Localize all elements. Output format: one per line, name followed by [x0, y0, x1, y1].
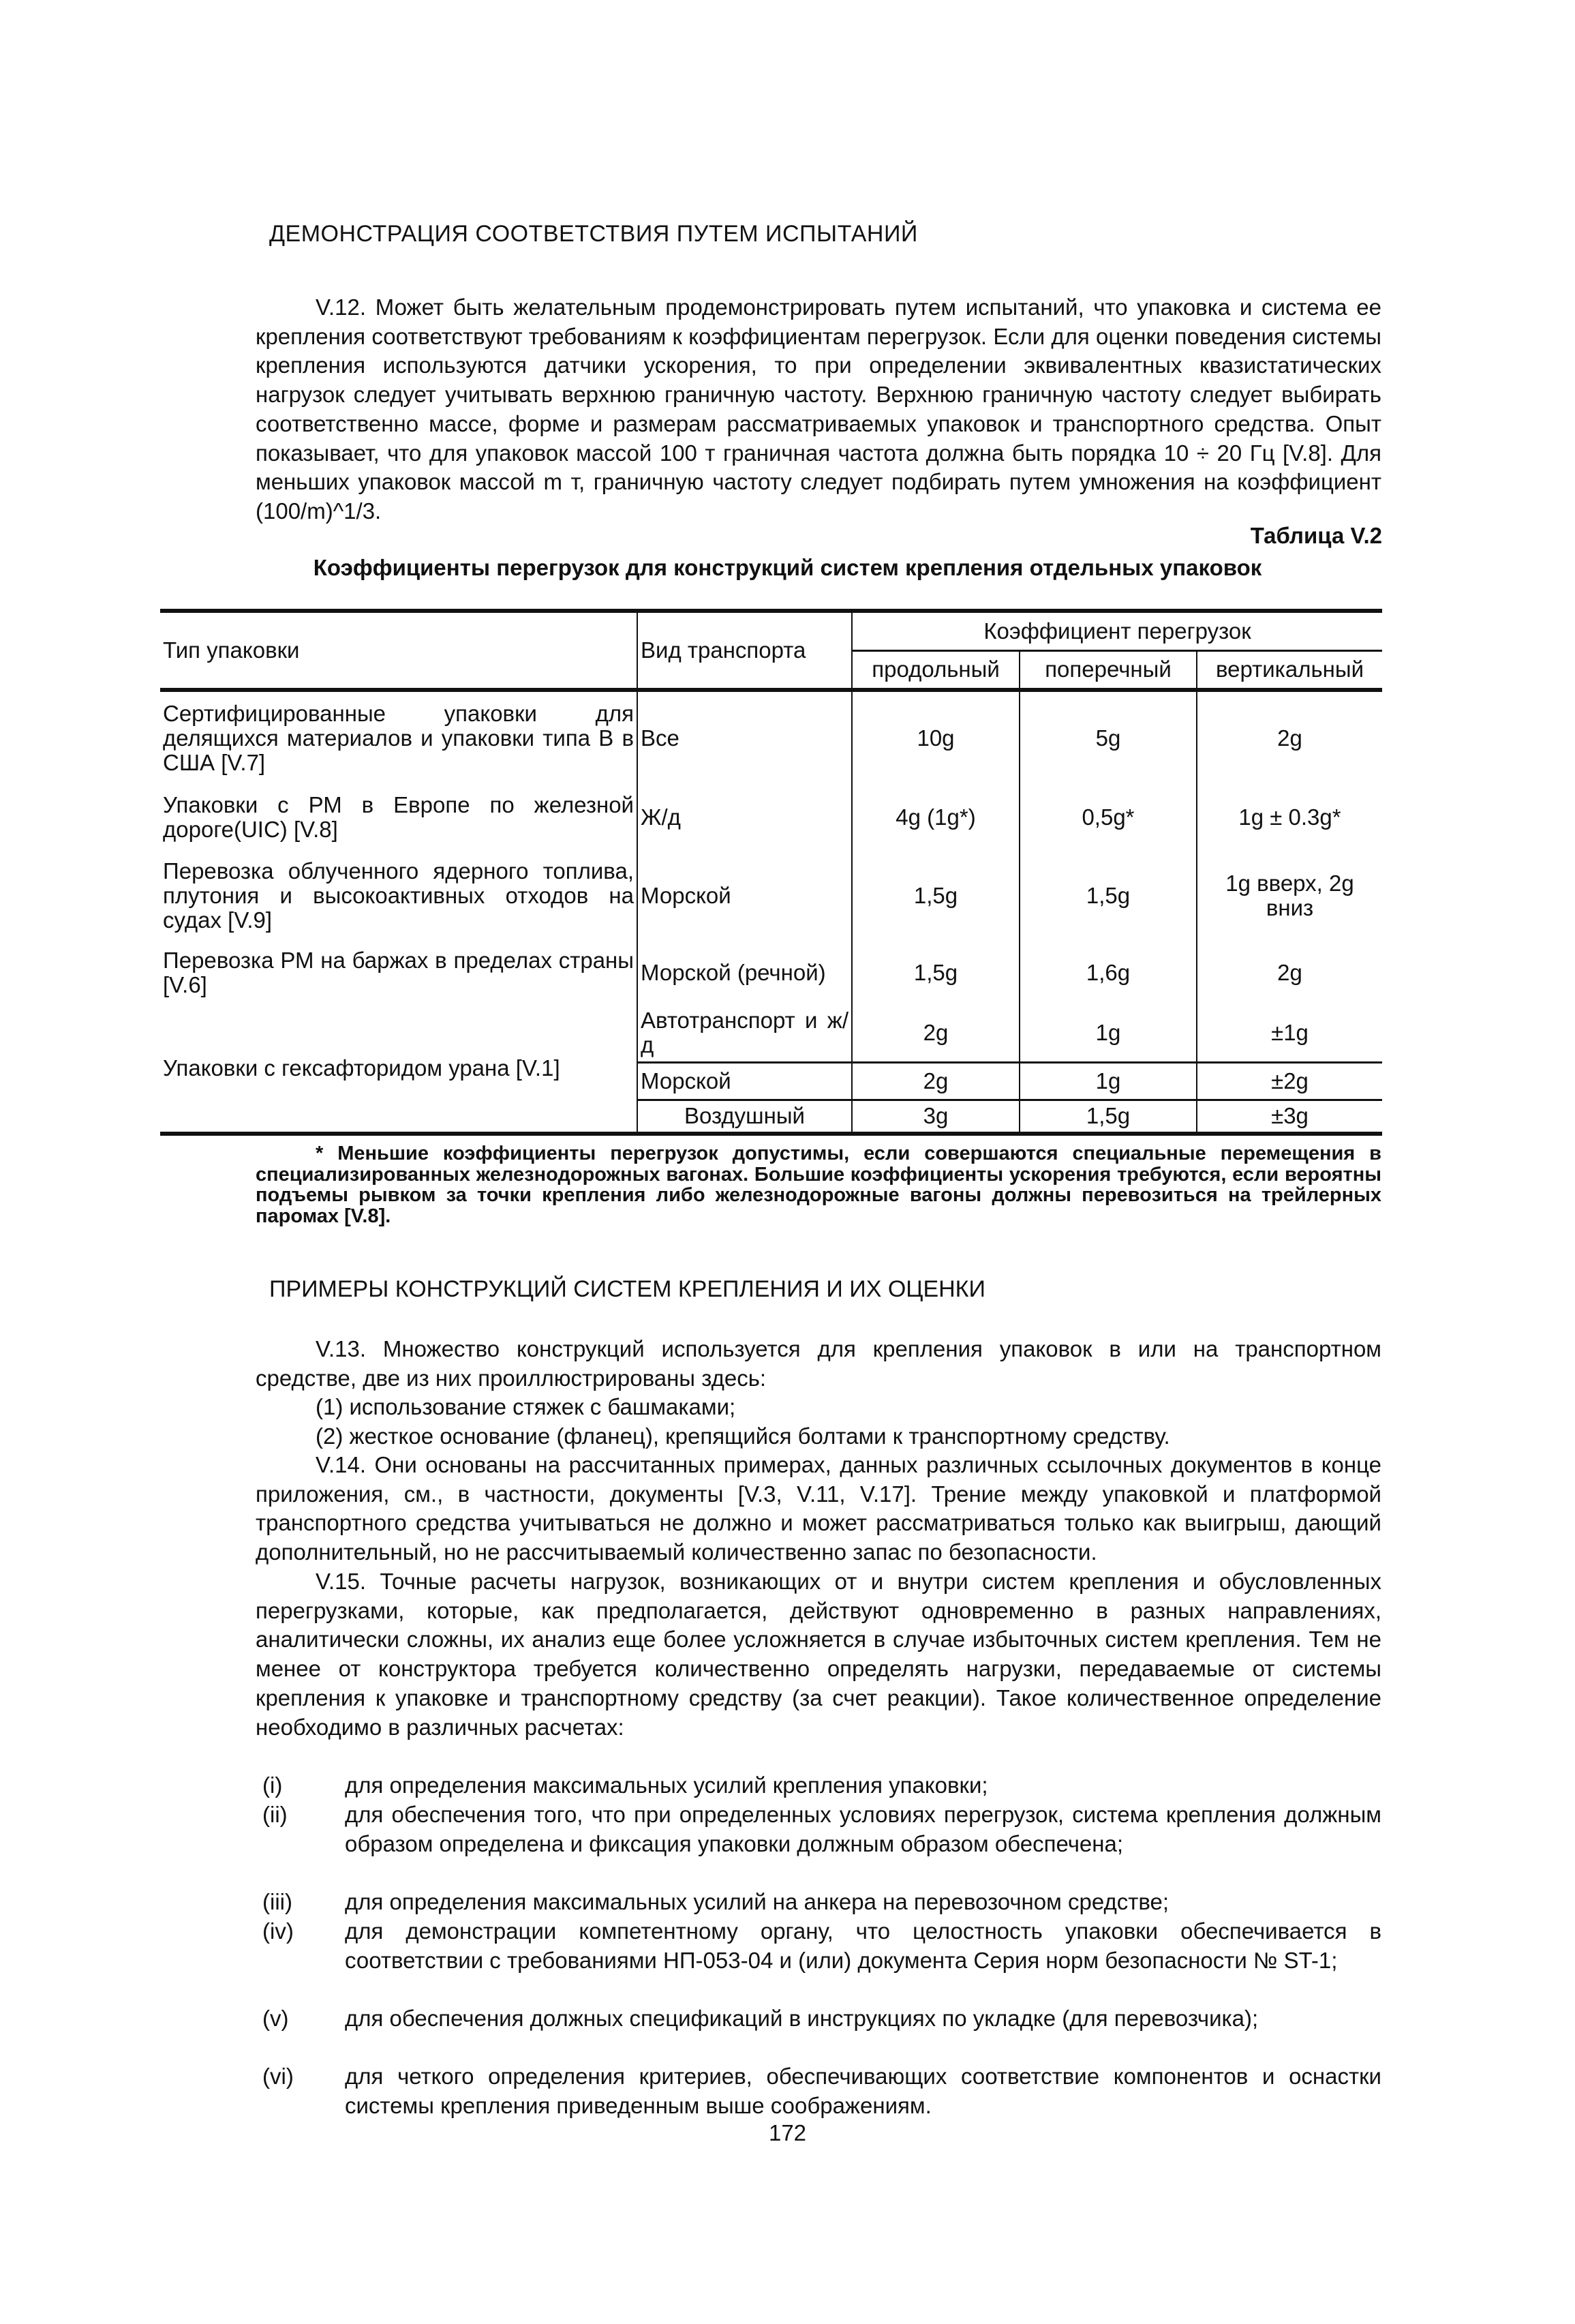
header-transverse: поперечный: [1020, 650, 1197, 690]
table-header-row: [160, 611, 1382, 650]
cell-transport: Морской: [637, 1062, 852, 1100]
list-item: [262, 1888, 1381, 1917]
cell-type: Перевозка облученного ядерного топлива, плутония и высокоактивных отходов на судах [V.9]: [160, 850, 637, 941]
paragraph-v14: V.14. Они основаны на рассчитанных примерах, данных различных ссылочных документов в конце приложения, см., в частности, документы [V.3, V.11, V.17]. Трение между упаковкой и платформой транспортного средства учитываться не должно и может рассматриваться только как выигрыш, дающий дополнительный, но не рассчитываемый количественно запас по безопасности.: [256, 1452, 1381, 1565]
cell-vert: 1g ± 0.3g*: [1197, 784, 1382, 850]
list-marker: (i): [262, 1772, 283, 1798]
cell-vert: ±2g: [1197, 1062, 1382, 1100]
table-row: [160, 690, 1382, 784]
section-heading-demonstration: ДЕМОНСТРАЦИЯ СООТВЕТСТВИЯ ПУТЕМ ИСПЫТАНИЙ: [269, 221, 918, 247]
cell-transport: Воздушный: [637, 1100, 852, 1134]
header-vertical: вертикальный: [1197, 650, 1382, 690]
page-number: 172: [768, 2120, 807, 2145]
cell-long: 2g: [852, 1062, 1020, 1100]
paragraph-v12: V.12. Может быть желательным продемонстрировать путем испытаний, что упаковка и система ее крепления соответствуют требованиям к коэффициентам перегрузок. Если для оценки поведения системы крепления используются датчики ускорения, то при определении эквивалентных квазистатических нагрузок следует учитывать верхнюю граничную частоту. Верхнюю граничную частоту следует выбирать соответственно массе, форме и размерам рассматриваемых упаковок и транспортного средства. Опыт показывает, что для упаковок массой 100 т граничная частота должна быть порядка 10 ÷ 20 Гц [V.8]. Для меньших упаковок массой m т, граничную частоту следует подбирать путем умножения на коэффициент (100/m)^1/3.: [256, 295, 1381, 524]
cell-long: 2g: [852, 1005, 1020, 1062]
cell-transport: Морской: [637, 850, 852, 941]
cell-vert: ±1g: [1197, 1005, 1382, 1062]
list-item: [262, 2062, 1381, 2120]
list-marker: (v): [262, 2006, 289, 2031]
list-item: [262, 1800, 1381, 1858]
cell-vert: 2g: [1197, 690, 1382, 784]
list-marker: (ii): [262, 1802, 288, 1827]
cell-trans: 1,5g: [1020, 850, 1197, 941]
list-item-1: (1) использование стяжек с башмаками;: [316, 1394, 736, 1419]
paragraph-v13: V.13. Множество конструкций используется для крепления упаковок в или на транспортном средстве, две из них проиллюстрированы здесь:: [256, 1336, 1381, 1391]
cell-long: 3g: [852, 1100, 1020, 1134]
cell-type: Упаковки с гексафторидом урана [V.1]: [160, 1005, 637, 1134]
paragraph-v15: V.15. Точные расчеты нагрузок, возникающих от и внутри систем крепления и обусловленных перегрузками, которые, как предполагается, действуют одновременно в разных направлениях, аналитически сложны, их анализ еще более усложняется в случае избыточных систем крепления. Тем не менее от конструктора требуется количественно определять нагрузки, передаваемые от системы крепления к упаковке и транспортному средству (за счет реакции). Такое количественное определение необходимо в различных расчетах:: [256, 1569, 1381, 1740]
list-item: [262, 1917, 1381, 1975]
list-marker: (iii): [262, 1889, 292, 1914]
list-text: для определения максимальных усилий крепления упаковки;: [345, 1772, 988, 1798]
cell-long: 10g: [852, 690, 1020, 784]
list-text: для обеспечения должных спецификаций в инструкциях по укладке (для перевозчика);: [345, 2006, 1259, 2031]
list-item-2: (2) жесткое основание (фланец), крепящийся болтами к транспортному средству.: [316, 1423, 1170, 1449]
list-text: для определения максимальных усилий на анкера на перевозочном средстве;: [345, 1889, 1169, 1914]
cell-vert: 2g: [1197, 941, 1382, 1005]
cell-vert: 1g вверх, 2g вниз: [1197, 850, 1382, 941]
cell-trans: 1g: [1020, 1062, 1197, 1100]
table-row: [160, 1005, 1382, 1062]
table-footnote: * Меньшие коэффициенты перегрузок допустимы, если совершаются специальные перемещения в специализированных железнодорожных вагонах. Большие коэффициенты ускорения требуются, если вероятны подъемы рывком за точки крепления либо железнодорожные вагоны должны перевозиться на трейлерных паромах [V.8].: [256, 1143, 1381, 1227]
overload-coefficients-table: [160, 609, 1382, 1136]
cell-long: 4g (1g*): [852, 784, 1020, 850]
list-text: для четкого определения критериев, обеспечивающих соответствие компонентов и оснастки системы крепления приведенным выше соображениям.: [345, 2064, 1381, 2118]
cell-transport: Автотранспорт и ж/д: [637, 1005, 852, 1062]
list-marker: (iv): [262, 1918, 294, 1944]
header-longitudinal: продольный: [852, 650, 1020, 690]
list-marker: (vi): [262, 2064, 294, 2089]
list-item: [262, 1771, 1381, 1800]
cell-transport: Ж/д: [637, 784, 852, 850]
cell-type: Перевозка РМ на баржах в пределах страны [V.6]: [160, 941, 637, 1005]
cell-transport: Все: [637, 690, 852, 784]
header-coefficient: Коэффициент перегрузок: [852, 611, 1382, 650]
table-number: Таблица V.2: [1250, 523, 1382, 548]
header-package-type: Тип упаковки: [160, 611, 637, 690]
list-text: для обеспечения того, что при определенных условиях перегрузок, система крепления должным образом определена и фиксация упаковки должным образом обеспечена;: [345, 1802, 1381, 1856]
cell-trans: 1,6g: [1020, 941, 1197, 1005]
list-text: для демонстрации компетентному органу, что целостность упаковки обеспечивается в соответствии с требованиями НП-053-04 и (или) документа Серия норм безопасности № ST-1;: [345, 1918, 1381, 1973]
cell-type: Сертифицированные упаковки для делящихся материалов и упаковки типа B в США [V.7]: [160, 690, 637, 784]
cell-long: 1,5g: [852, 850, 1020, 941]
header-transport: Вид транспорта: [637, 611, 852, 690]
cell-vert: ±3g: [1197, 1100, 1382, 1134]
cell-trans: 1g: [1020, 1005, 1197, 1062]
table-row: [160, 941, 1382, 1005]
cell-trans: 5g: [1020, 690, 1197, 784]
cell-trans: 0,5g*: [1020, 784, 1197, 850]
table-row: [160, 784, 1382, 850]
cell-long: 1,5g: [852, 941, 1020, 1005]
cell-type: Упаковки с РМ в Европе по железной дороге(UIC) [V.8]: [160, 784, 637, 850]
cell-transport: Морской (речной): [637, 941, 852, 1005]
table-row: [160, 850, 1382, 941]
section-heading-examples: ПРИМЕРЫ КОНСТРУКЦИЙ СИСТЕМ КРЕПЛЕНИЯ И ИХ ОЦЕНКИ: [269, 1276, 985, 1302]
cell-trans: 1,5g: [1020, 1100, 1197, 1134]
list-item: [262, 2004, 1381, 2034]
table-caption: Коэффициенты перегрузок для конструкций систем крепления отдельных упаковок: [313, 555, 1262, 580]
